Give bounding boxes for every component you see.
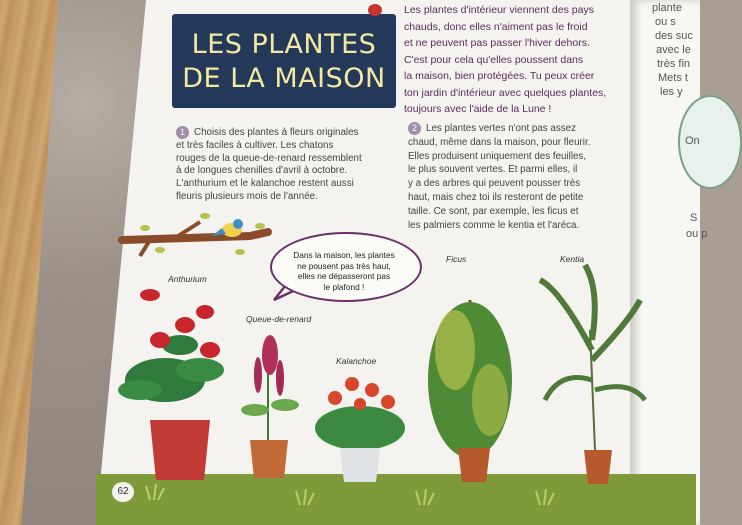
section-1-line: rouges de la queue-de-renard ressemblent	[176, 152, 362, 164]
section-1-line: L'anthurium et le kalanchoe restent aussi	[176, 178, 354, 190]
ficus-illustration	[428, 300, 512, 482]
right-page-fragment: avec le	[656, 44, 691, 56]
section-number-badge: 1	[176, 126, 189, 139]
section-2-line: Les plantes vertes n'ont pas assez	[426, 123, 577, 135]
section-2-line: y a des arbres qui peuvent pousser très	[408, 178, 581, 190]
speech-line: le plafond !	[323, 281, 365, 292]
intro-line: ton jardin d'intérieur avec quelques plantes,	[404, 86, 607, 99]
section-2-line: chaud, même dans la maison, pour fleurir.	[408, 136, 591, 148]
right-page-fragment: les y	[660, 86, 683, 98]
section-1-line: et très faciles à cultiver. Les chatons	[176, 139, 334, 151]
section-2-line: haut, mais chez toi ils resteront de petite	[408, 192, 584, 204]
label-ficus: Ficus	[446, 254, 467, 264]
intro-line: toujours avec l'aide de la Lune !	[404, 103, 552, 115]
label-anthurium: Anthurium	[168, 274, 207, 284]
right-page-fragment: On	[685, 135, 700, 147]
speech-bubble-text	[276, 250, 412, 292]
right-page-fragment: plante	[652, 2, 682, 14]
grass-tufts	[146, 484, 554, 505]
section-2-line: Elles produisent uniquement des feuilles,	[408, 150, 587, 162]
intro-line: et ne peuvent pas passer l'hiver dehors.	[404, 37, 590, 49]
section-1-line: fleuris plusieurs mois de l'année.	[176, 191, 318, 203]
right-page-fragment: ou p	[686, 228, 708, 240]
label-queue-de-renard: Queue-de-renard	[246, 314, 312, 324]
label-kentia: Kentia	[560, 254, 585, 264]
anthurium-illustration	[118, 289, 224, 480]
speech-line: Dans la maison, les plantes	[293, 250, 395, 260]
speech-line: ne pousent pas très haut,	[297, 260, 391, 271]
queue-de-renard-illustration	[241, 335, 299, 478]
section-2-line: le plus souvent vertes. Et parmi elles, il	[408, 164, 578, 176]
section-number-badge: 2	[408, 122, 421, 135]
title-line-1: LES PLANTES	[191, 29, 377, 60]
right-page-fragment: très fin	[657, 58, 691, 70]
right-page-fragment: des suc	[655, 30, 693, 42]
kentia-illustration	[540, 265, 645, 484]
title-line-2: DE LA MAISON	[182, 63, 386, 94]
section-2-line: les palmiers comme le kentia et l'aréca.	[408, 219, 580, 231]
page-number: 62	[112, 482, 134, 502]
intro-line: Les plantes d'intérieur viennent des pays	[404, 4, 594, 16]
speech-line: elles ne dépasseront pas	[297, 271, 391, 281]
label-kalanchoe: Kalanchoe	[336, 356, 377, 366]
section-1-line: à de longues chenilles d'avril à octobre.	[176, 165, 348, 177]
section-2-line: taille. Ce sont, par exemple, les ficus et	[408, 205, 579, 217]
intro-line: la maison, bien protégées. Tu peux créer	[404, 70, 595, 82]
right-page-fragment: Mets t	[658, 72, 688, 84]
intro-line: C'est pour cela qu'elles poussent dans	[404, 53, 584, 66]
branch-illustration	[122, 213, 268, 256]
right-page-fragment: ou s	[655, 16, 676, 28]
intro-line: chauds, donc elles n'aiment pas le froid	[404, 20, 588, 33]
section-1-line: Choisis des plantes à fleurs originales	[194, 127, 359, 139]
kalanchoe-illustration	[315, 377, 405, 482]
bird-icon	[212, 219, 243, 237]
right-page-fragment: S	[690, 212, 698, 224]
